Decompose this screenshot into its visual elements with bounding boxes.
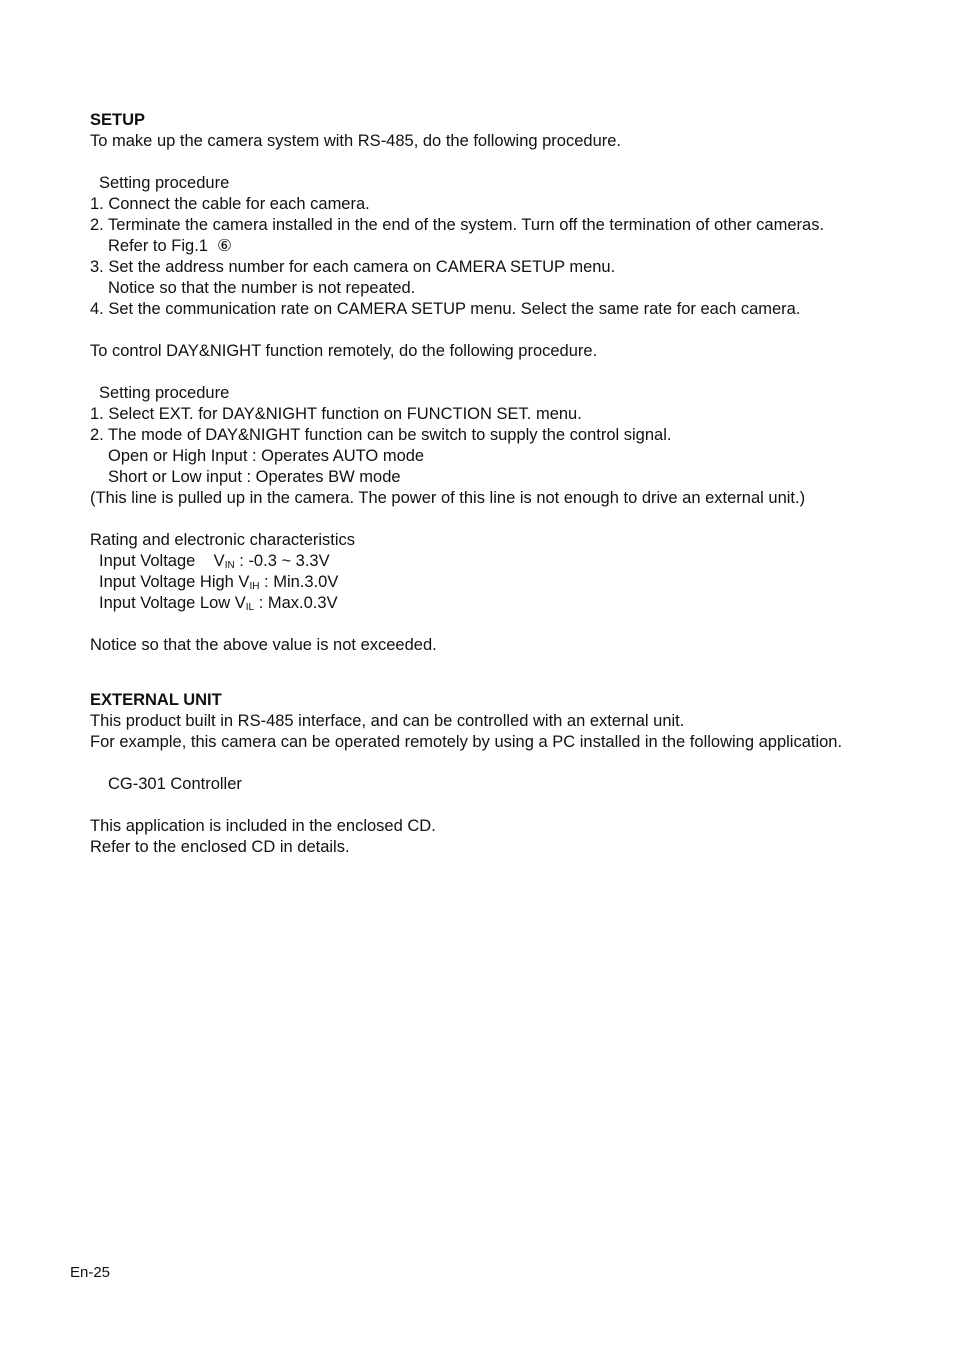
daynight-open-high: Open or High Input : Operates AUTO mode (108, 447, 425, 465)
external-app-name: CG-301 Controller (108, 775, 242, 793)
setup-step-2: 2. Terminate the camera installed in the end of the system. Turn off the termination of other cameras. (90, 216, 825, 234)
setup-step-1: 1. Connect the cable for each camera. (90, 195, 370, 213)
setup-procedure-title: Setting procedure (99, 174, 230, 192)
setup-heading: SETUP (90, 111, 146, 129)
rating-vih-label: Input Voltage High V (99, 573, 250, 591)
daynight-short-low: Short or Low input : Operates BW mode (108, 468, 401, 486)
spacer (90, 362, 849, 383)
setup-step-3: 3. Set the address number for each camera on CAMERA SETUP menu. (90, 258, 616, 276)
external-refer: Refer to the enclosed CD in details. (90, 838, 350, 856)
spacer (90, 614, 849, 635)
rating-vin-value: : -0.3 ~ 3.3V (234, 552, 330, 570)
rating-vih-sub: IH (249, 581, 260, 592)
daynight-procedure-title: Setting procedure (99, 384, 230, 402)
external-heading: EXTERNAL UNIT (90, 691, 222, 709)
page-body (90, 110, 849, 858)
setup-step-2-note: Refer to Fig.1 ⑥ (108, 237, 232, 255)
rating-title: Rating and electronic characteristics (90, 531, 356, 549)
setup-intro: To make up the camera system with RS-485, do the following procedure. (90, 132, 622, 150)
rating-input-voltage-high (90, 572, 849, 593)
spacer (90, 656, 849, 690)
setup-step-3-note: Notice so that the number is not repeated. (108, 279, 416, 297)
rating-vin-label: Input Voltage V (99, 552, 225, 570)
rating-vih-value: : Min.3.0V (259, 573, 339, 591)
rating-vil-sub: IL (245, 602, 255, 613)
spacer (90, 795, 849, 816)
external-line-1: This product built in RS-485 interface, and can be controlled with an external unit. (90, 712, 685, 730)
external-line-2: For example, this camera can be operated remotely by using a PC installed in the following application. (90, 733, 843, 751)
daynight-pullup-note: (This line is pulled up in the camera. The power of this line is not enough to drive an external unit.) (90, 489, 806, 507)
rating-vin-sub: IN (224, 560, 235, 571)
spacer (90, 152, 849, 173)
rating-vil-value: : Max.0.3V (254, 594, 338, 612)
daynight-step-1: 1. Select EXT. for DAY&NIGHT function on FUNCTION SET. menu. (90, 405, 582, 423)
daynight-intro: To control DAY&NIGHT function remotely, do the following procedure. (90, 342, 598, 360)
external-included: This application is included in the enclosed CD. (90, 817, 436, 835)
rating-input-voltage (90, 551, 849, 572)
spacer (90, 753, 849, 774)
daynight-step-2: 2. The mode of DAY&NIGHT function can be switch to supply the control signal. (90, 426, 672, 444)
page-number: En-25 (70, 1264, 111, 1281)
spacer (90, 320, 849, 341)
setup-step-4: 4. Set the communication rate on CAMERA SETUP menu. Select the same rate for each camera. (90, 300, 801, 318)
rating-vil-label: Input Voltage Low V (99, 594, 246, 612)
spacer (90, 509, 849, 530)
rating-input-voltage-low (90, 593, 849, 614)
rating-notice: Notice so that the above value is not exceeded. (90, 636, 437, 654)
